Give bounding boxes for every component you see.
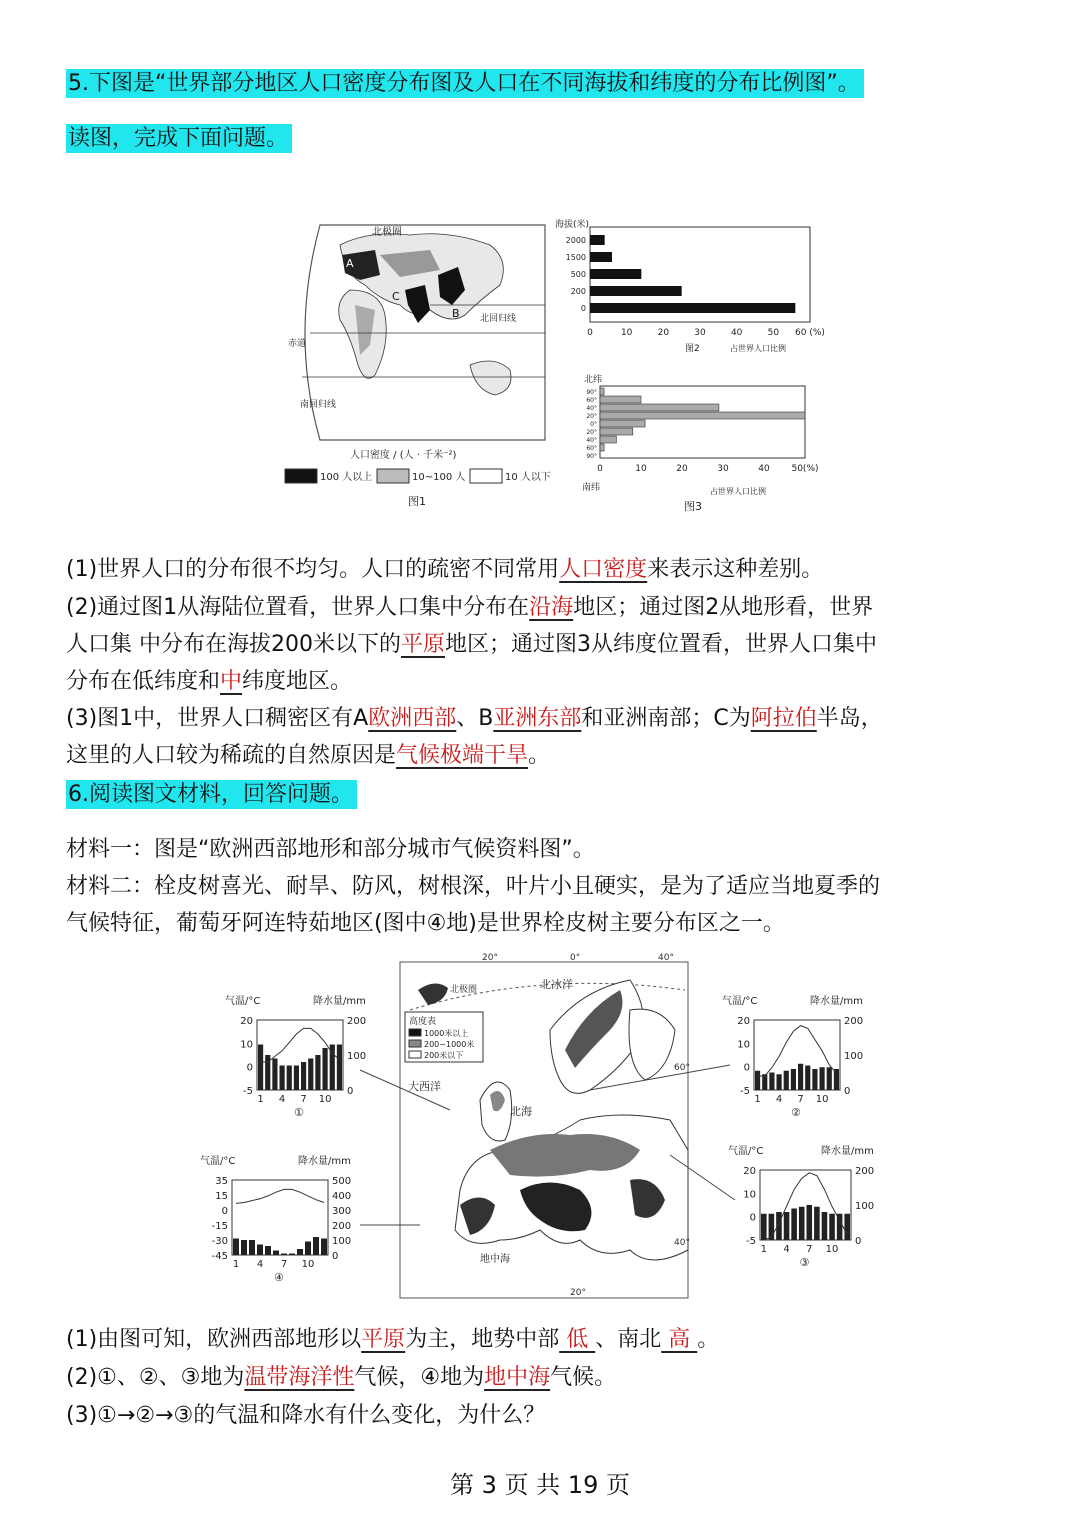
precip-bar bbox=[762, 1074, 767, 1090]
fig3-ytick: 90° bbox=[586, 453, 597, 460]
precip-tick: 0 bbox=[855, 1236, 862, 1247]
label-north-pole: 北极圈 bbox=[450, 985, 478, 995]
fig3-xtick: 40 bbox=[758, 464, 770, 474]
chart-id: ④ bbox=[274, 1271, 284, 1284]
fig2-xtick: 40 bbox=[730, 328, 743, 338]
temp-tick: -5 bbox=[746, 1236, 756, 1247]
temp-tick: -30 bbox=[211, 1236, 228, 1247]
fig3-ytick: 40° bbox=[586, 437, 597, 444]
precip-bar bbox=[321, 1239, 327, 1256]
answer: 平原 bbox=[361, 1327, 406, 1352]
fig3-ylabel-top: 北纬 bbox=[584, 375, 603, 385]
precip-tick: 100 bbox=[844, 1051, 864, 1062]
answer: 人口密度 bbox=[559, 557, 648, 582]
precip-bar bbox=[294, 1066, 299, 1091]
precip-bar bbox=[812, 1069, 817, 1090]
fig3-bar bbox=[600, 396, 641, 403]
temp-tick: 35 bbox=[215, 1176, 228, 1187]
temp-axis-label: 气温/°C bbox=[722, 996, 758, 1007]
month-tick: 7 bbox=[300, 1094, 307, 1105]
fig3-ytick: 60° bbox=[586, 397, 597, 404]
temp-axis-label: 气温/°C bbox=[225, 996, 261, 1007]
answer: 地中海 bbox=[484, 1365, 551, 1390]
answer: 沿海 bbox=[529, 595, 574, 620]
fig2-bar bbox=[590, 252, 612, 262]
fig3-ytick: 60° bbox=[586, 445, 597, 452]
precip-tick: 400 bbox=[332, 1191, 352, 1202]
q5-part2-line2: 人口集 中分布在海拔200米以下的平原地区；通过图3从纬度位置看，世界人口集中 bbox=[66, 632, 878, 657]
temp-tick: 15 bbox=[215, 1191, 228, 1202]
fig3-ylabel-bottom: 南纬 bbox=[582, 483, 601, 493]
precip-axis-label: 降水量/mm bbox=[810, 996, 863, 1007]
map-legend-title: 高度表 bbox=[409, 1017, 437, 1027]
precip-bar bbox=[834, 1069, 839, 1090]
fig2-xtick: 10 bbox=[620, 328, 633, 338]
fig2-xtick: 0 bbox=[587, 328, 593, 338]
legend-label-low: 10 人以下 bbox=[505, 472, 551, 483]
precip-bar bbox=[807, 1205, 813, 1240]
month-tick: 10 bbox=[815, 1094, 829, 1105]
precip-bar bbox=[233, 1239, 239, 1256]
answer: 低 bbox=[559, 1327, 596, 1352]
temp-tick: -5 bbox=[740, 1086, 750, 1097]
q5-part3-line2: 这里的人口较为稀疏的自然原因是气候极端干旱。 bbox=[66, 743, 551, 768]
fig3-xtick: 30 bbox=[717, 464, 729, 474]
month-tick: 4 bbox=[278, 1094, 286, 1105]
temp-tick: 10 bbox=[743, 1189, 756, 1201]
temp-tick: 0 bbox=[246, 1062, 253, 1074]
precip-bar bbox=[241, 1240, 247, 1255]
q5-part2-line3: 分布在低纬度和中纬度地区。 bbox=[66, 669, 353, 694]
precip-bar bbox=[769, 1073, 774, 1091]
lat-label: 40° bbox=[674, 1238, 690, 1248]
fig1-caption: 图1 bbox=[408, 495, 426, 508]
legend-label-mid: 200~1000米 bbox=[424, 1040, 475, 1049]
precip-bar bbox=[755, 1071, 760, 1090]
precip-tick: 200 bbox=[855, 1166, 875, 1177]
precip-bar bbox=[287, 1066, 292, 1091]
legend-swatch-high bbox=[409, 1029, 421, 1036]
precip-tick: 500 bbox=[332, 1176, 352, 1187]
precip-bar bbox=[301, 1062, 306, 1090]
fig3-latitude-chart bbox=[560, 370, 819, 520]
q6-title: 6.阅读图文材料，回答问题。 bbox=[66, 777, 357, 813]
answer: 阿拉伯 bbox=[750, 706, 817, 731]
temp-tick: 10 bbox=[240, 1039, 253, 1051]
q5-title-line1: 5.下图是“世界部分地区人口密度分布图及人口在不同海拔和纬度的分布比例图”。 bbox=[66, 66, 864, 102]
q5-title-line2: 读图，完成下面问题。 bbox=[66, 121, 292, 157]
fig2-xtick: 60 (%) bbox=[795, 328, 825, 338]
fig3-xtick: 20 bbox=[676, 464, 688, 474]
temp-tick: 20 bbox=[743, 1166, 756, 1177]
fig2-ytick: 1500 bbox=[565, 253, 586, 262]
q6-material2-line1: 材料二：栓皮树喜光、耐旱、防风，树根深，叶片小且硬实，是为了适应当地夏季的 bbox=[66, 874, 881, 899]
fig2-altitude-chart bbox=[555, 215, 825, 365]
fig3-bar bbox=[600, 444, 604, 451]
fig2-bar bbox=[590, 235, 605, 245]
fig2-xtick: 30 bbox=[694, 328, 706, 338]
q6-sub1: (1)由图可知，欧洲西部地形以平原为主，地势中部 低 、南北 高 。 bbox=[66, 1327, 720, 1352]
fig2-xlabel: 占世界人口比例 bbox=[730, 344, 786, 353]
precip-tick: 100 bbox=[855, 1201, 875, 1212]
fig2-ytick: 2000 bbox=[565, 236, 586, 245]
precip-axis-label: 降水量/mm bbox=[298, 1156, 351, 1167]
answer: 气候极端干旱 bbox=[396, 743, 529, 768]
q6-sub3: (3)①→②→③的气温和降水有什么变化，为什么？ bbox=[66, 1403, 546, 1428]
fig2-bar bbox=[590, 286, 682, 296]
precip-bar bbox=[791, 1209, 797, 1241]
precip-bar bbox=[280, 1066, 285, 1091]
fig3-xtick: 0 bbox=[597, 464, 603, 474]
fig3-caption: 图3 bbox=[684, 500, 702, 513]
label-atlantic: 大西洋 bbox=[408, 1080, 441, 1093]
precip-bar bbox=[827, 1067, 832, 1090]
month-tick: 1 bbox=[754, 1094, 761, 1105]
precip-bar bbox=[313, 1237, 319, 1255]
fig3-ytick: 20° bbox=[586, 429, 597, 436]
precip-tick: 0 bbox=[332, 1251, 339, 1262]
fig3-ytick: 40° bbox=[586, 405, 597, 412]
precip-bar bbox=[814, 1207, 820, 1240]
temp-tick: 0 bbox=[749, 1212, 756, 1224]
precip-bar bbox=[769, 1214, 775, 1240]
fig2-ytick: 200 bbox=[570, 287, 586, 296]
legend-label-medium: 10~100 人 bbox=[412, 472, 466, 483]
lon-label: 20° bbox=[482, 953, 498, 963]
precip-bar bbox=[289, 1254, 295, 1256]
fig3-bar bbox=[600, 428, 633, 435]
month-tick: 10 bbox=[318, 1094, 332, 1105]
legend-swatch-high bbox=[285, 469, 317, 483]
fig3-bar bbox=[600, 404, 719, 411]
q6-material1: 材料一：图是“欧洲西部地形和部分城市气候资料图”。 bbox=[66, 837, 595, 862]
precip-bar bbox=[305, 1242, 311, 1256]
label-arctic-ocean: 北冰洋 bbox=[540, 978, 573, 991]
precip-bar bbox=[281, 1254, 287, 1256]
population-density-map bbox=[280, 205, 550, 520]
precip-bar bbox=[791, 1069, 796, 1090]
answer: 平原 bbox=[401, 632, 446, 657]
q5-part3-line1: (3)图1中，世界人口稠密区有A欧洲西部、B亚洲东部和亚洲南部；C为阿拉伯半岛， bbox=[66, 706, 883, 731]
legend-swatch-mid bbox=[409, 1040, 421, 1047]
page-footer: 第 3 页 共 19 页 bbox=[450, 1471, 630, 1499]
fig3-bar bbox=[600, 420, 645, 427]
temp-tick: 10 bbox=[737, 1039, 750, 1051]
q6-sub2: (2)①、②、③地为温带海洋性气候，④地为地中海气候。 bbox=[66, 1365, 617, 1390]
temp-line bbox=[236, 1189, 324, 1203]
q5-part1: (1)世界人口的分布很不均匀。人口的疏密不同常用人口密度来表示这种差别。 bbox=[66, 557, 824, 582]
climate-chart-3 bbox=[728, 1140, 883, 1280]
precip-bar bbox=[273, 1251, 279, 1256]
label-point-b: B bbox=[452, 307, 460, 320]
label-tropic-capricorn: 南回归线 bbox=[300, 400, 337, 410]
temp-tick: 20 bbox=[737, 1016, 750, 1027]
legend-swatch-low bbox=[470, 469, 502, 483]
fig2-ytick: 0 bbox=[580, 304, 586, 313]
temp-tick: 0 bbox=[221, 1206, 228, 1217]
answer: 温带海洋性 bbox=[244, 1365, 355, 1390]
label-point-c: C bbox=[392, 290, 400, 303]
month-tick: 7 bbox=[280, 1259, 288, 1270]
fig3-bar bbox=[600, 388, 604, 395]
label-mediterranean: 地中海 bbox=[480, 1254, 510, 1265]
precip-bar bbox=[297, 1249, 303, 1255]
precip-bar bbox=[315, 1055, 320, 1090]
climate-chart-4 bbox=[200, 1150, 360, 1295]
precip-bar bbox=[798, 1064, 803, 1090]
fig2-caption: 图2 bbox=[685, 344, 700, 354]
precip-axis-label: 降水量/mm bbox=[821, 1146, 874, 1157]
chart-id: ② bbox=[791, 1106, 801, 1119]
legend-label-high: 1000米以上 bbox=[424, 1029, 469, 1038]
fig3-bar bbox=[600, 412, 805, 419]
answer: 亚洲东部 bbox=[493, 706, 582, 731]
precip-tick: 200 bbox=[347, 1016, 367, 1027]
precip-bar bbox=[799, 1207, 805, 1240]
chart-id: ③ bbox=[799, 1256, 810, 1269]
temp-tick: -45 bbox=[211, 1251, 228, 1262]
legend-swatch-medium bbox=[377, 469, 409, 483]
precip-tick: 0 bbox=[347, 1086, 354, 1097]
fig3-xlabel: 占世界人口比例 bbox=[710, 487, 766, 496]
temp-tick: 20 bbox=[240, 1016, 253, 1027]
temp-axis-label: 气温/°C bbox=[200, 1156, 236, 1167]
month-tick: 7 bbox=[806, 1244, 813, 1255]
fig3-ytick: 0° bbox=[590, 421, 597, 428]
month-tick: 4 bbox=[256, 1259, 264, 1270]
chart-id: ① bbox=[294, 1106, 304, 1119]
precip-bar bbox=[323, 1048, 328, 1090]
precip-tick: 100 bbox=[347, 1051, 367, 1062]
label-point-a: A bbox=[346, 257, 354, 270]
q6-material2-line2: 气候特征，葡萄牙阿连特茹地区(图中④地)是世界栓皮树主要分布区之一。 bbox=[66, 911, 785, 936]
precip-bar bbox=[308, 1059, 313, 1091]
fig3-xtick: 50(%) bbox=[791, 464, 819, 474]
lat-label: 60° bbox=[674, 1063, 690, 1073]
fig3-bar bbox=[600, 436, 616, 443]
label-tropic-cancer: 北回归线 bbox=[480, 314, 517, 324]
temp-tick: 0 bbox=[743, 1062, 750, 1074]
precip-tick: 0 bbox=[844, 1086, 851, 1097]
precip-bar bbox=[829, 1214, 835, 1240]
lon-label: 20° bbox=[570, 1288, 586, 1298]
month-tick: 1 bbox=[232, 1259, 240, 1270]
label-equator: 赤道 bbox=[288, 339, 307, 349]
precip-bar bbox=[784, 1212, 790, 1240]
month-tick: 10 bbox=[825, 1244, 839, 1255]
month-tick: 4 bbox=[783, 1244, 790, 1255]
fig2-bar bbox=[590, 303, 795, 313]
month-tick: 7 bbox=[797, 1094, 804, 1105]
precip-bar bbox=[820, 1067, 825, 1090]
lon-label: 40° bbox=[658, 953, 674, 963]
precip-bar bbox=[257, 1245, 263, 1256]
map-connectors bbox=[340, 1050, 750, 1240]
fig2-ytick: 500 bbox=[570, 270, 586, 279]
precip-bar bbox=[844, 1214, 850, 1240]
fig3-xtick: 10 bbox=[635, 464, 647, 474]
answer: 中 bbox=[220, 669, 243, 694]
fig2-xtick: 20 bbox=[657, 328, 670, 338]
label-north-sea: 北海 bbox=[510, 1105, 532, 1118]
precip-bar bbox=[777, 1074, 782, 1090]
precip-tick: 100 bbox=[332, 1236, 352, 1247]
fig3-ytick: 20° bbox=[586, 413, 597, 420]
precip-bar bbox=[784, 1071, 789, 1090]
temp-tick: -15 bbox=[211, 1221, 228, 1232]
precip-bar bbox=[272, 1059, 277, 1091]
precip-tick: 200 bbox=[844, 1016, 864, 1027]
temp-axis-label: 气温/°C bbox=[728, 1146, 764, 1157]
label-north-pole: 北极圈 bbox=[372, 227, 402, 238]
precip-tick: 200 bbox=[332, 1221, 352, 1232]
precip-bar bbox=[258, 1045, 263, 1091]
legend-label-low: 200米以下 bbox=[424, 1051, 464, 1060]
precip-bar bbox=[265, 1246, 271, 1255]
precip-bar bbox=[761, 1214, 767, 1240]
month-tick: 4 bbox=[775, 1094, 783, 1105]
q5-part2-line1: (2)通过图1从海陆位置看，世界人口集中分布在沿海地区；通过图2从地形看，世界 bbox=[66, 595, 874, 620]
precip-bar bbox=[805, 1066, 810, 1091]
fig2-bar bbox=[590, 269, 641, 279]
map-legend-title: 人口密度 / (人 · 千米⁻²) bbox=[350, 450, 457, 461]
fig2-ylabel: 海拔(米) bbox=[555, 220, 590, 230]
precip-tick: 300 bbox=[332, 1206, 352, 1217]
answer: 高 bbox=[661, 1327, 698, 1352]
legend-label-high: 100 人以上 bbox=[320, 472, 373, 483]
month-tick: 1 bbox=[760, 1244, 767, 1255]
precip-bar bbox=[249, 1240, 255, 1255]
fig2-xtick: 50 bbox=[767, 328, 780, 338]
month-tick: 1 bbox=[257, 1094, 264, 1105]
precip-bar bbox=[822, 1212, 828, 1240]
answer: 欧洲西部 bbox=[368, 706, 457, 731]
month-tick: 10 bbox=[301, 1259, 315, 1270]
fig3-ytick: 90° bbox=[586, 389, 597, 396]
temp-tick: -5 bbox=[243, 1086, 253, 1097]
lon-label: 0° bbox=[570, 953, 581, 963]
precip-axis-label: 降水量/mm bbox=[313, 996, 366, 1007]
